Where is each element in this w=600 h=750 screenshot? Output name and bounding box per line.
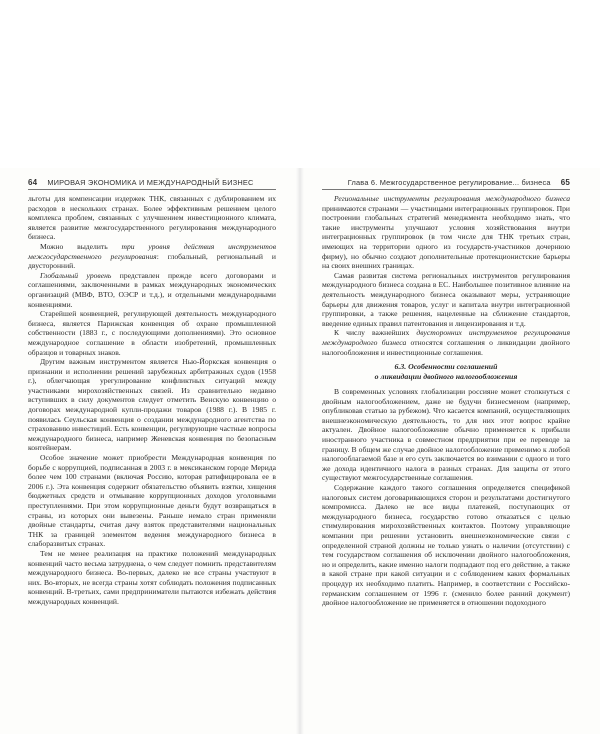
paragraph: Можно выделить три уровня действия инструментов межгосударственного регулирования: глобальный, региональный и двусторонний. <box>28 241 276 271</box>
emphasis: Глобальный уровень <box>40 270 112 280</box>
paragraph: Старейшей конвенцией, регулирующей деятельность международного бизнеса, является Парижская конвенция об охране промышленной собственности (1883 г., с последующими дополнениями). Это основное международное соглашение в области изобретений, промышленных образцов и товарных знаков. <box>28 309 276 357</box>
left-page-number: 64 <box>28 177 38 187</box>
left-header-rule <box>28 189 276 190</box>
right-header-rule <box>322 189 570 190</box>
paragraph: Содержание каждого такого соглашения определяется спецификой налоговых систем договаривающихся сторон и результатами достигнутого компромисса. Далеко не все виды платежей, поступающих от международного бизнеса, государство готово отказаться с целью стимулирования мирохозяйственных контактов. Поэтому управляющие компании при решении установить внешнеэкономические связи с определенной страной должны не только узнать о наличии (отсутствии) с тем государством соглашения об исключении двойного налогообложения, но и определить, какие именно налоги подпадают под его действие, а также в какой стране при какой ситуации и с соблюдением каких формальных процедур их необходимо платить. Например, в соответствии с Российско-германским соглашением от 1996 г. (сменило более ранний документ) двойное налогообложение не применяется в отношении подоходного <box>322 483 570 608</box>
paragraph: Региональные инструменты регулирования международного бизнеса принимаются странами — участницами интеграционных группировок. При построении глобальных стратегий менеджмента необходимо знать, что такие инструменты улучшают условия хозяйствования внутри интеграционных группировок (в том числе для ТНК третьих стран, имеющих на территории одного из государств-участников дочернюю фирму), но обычно создают дополнительные протекционистские барьеры на своих внешних границах. <box>322 194 570 271</box>
emphasis: Региональные инструменты регулирования международного бизнеса <box>334 194 570 203</box>
book-gutter <box>296 168 304 734</box>
paragraph: Другим важным инструментом является Нью-Йоркская конвенция о признании и исполнении решений зарубежных арбитражных судов (1958 г.), облегчающая урегулирование конфликтных ситуаций между участниками мирохозяйственных связей. Из сравнительно недавно вступивших в силу документов следует отметить Венскую конвенцию о договорах международной купли-продажи товаров (1988 г.). В 1985 г. появилась Сеульская конвенция о создании международного агентства по страхованию инвестиций. Есть конвенции, регулирующие частные вопросы международного бизнеса, например Женевская конвенция по безопасным контейнерам. <box>28 357 276 453</box>
right-page-number: 65 <box>560 177 570 187</box>
paragraph: Тем не менее реализация на практике положений международных конвенций часто весьма затруднена, о чем следует помнить представителям международного бизнеса. Во-первых, далеко не все страны участвуют в них. Во-вторых, не всегда страны хотят соблюдать положения подписанных конвенций. В-третьих, сами предприниматели пытаются избежать действия международных конвенций. <box>28 548 276 606</box>
blank-margin-top <box>0 0 600 168</box>
right-running-head <box>322 176 570 188</box>
left-running-head <box>28 176 276 188</box>
section-heading <box>322 362 570 382</box>
paragraph: Самая развитая система региональных инструментов регулирования международного бизнеса создана в ЕС. Наибольшее позитивное влияние на деятельность международного бизнеса оказывают меры, устраняющие барьеры для движения товаров, услуг и капитала внутри интеграционной группировки, а также решения, нацеленные на сближение стандартов, введение единых правил патентования и лицензирования и т.д. <box>322 270 570 328</box>
emphasis: три уровня действия инструментов межгосударственного регулирования <box>28 241 276 261</box>
right-body-text <box>322 194 570 608</box>
paragraph: Особое значение может приобрести Международная конвенция по борьбе с коррупцией, подписанная в 2003 г. в мексиканском городе Мерида более чем 100 странами (включая Россию, которая ратифицировала ее в 2006 г.). Эта конвенция содержит обязательство объявить взятки, хищения бюджетных средств и отмывание коррупционных доходов уголовными преступлениями. При этом коррупционные деньги будут возвращаться в страны, из которых они вывезены. Раньше немало стран применяли двойные стандарты, считая дачу взяток представителями национальных ТНК за границей элементом ведения международного бизнеса в слаборазвитых странах. <box>28 453 276 549</box>
paragraph: Глобальный уровень представлен прежде всего договорами и соглашениями, заключенными в рамках международных экономических организаций (МВФ, ВТО, ОЭСР и т.д.), и отдельными международными конвенциями. <box>28 270 276 309</box>
paragraph: льготы для компенсации издержек ТНК, связанных с дублированием их расходов в нескольких странах. Более эффективным решением целого комплекса проблем, связанных с улучшением инвестиционного климата, является развитие межгосударственного регулирования международного бизнеса. <box>28 194 276 242</box>
left-body-text <box>28 194 276 607</box>
section-heading-line: о ликвидации двойного налогообложения <box>374 372 518 382</box>
section-heading-line: 6.3. Особенности соглашений <box>394 362 498 372</box>
right-running-title: Глава 6. Межгосударственное регулирование... бизнеса <box>347 177 551 187</box>
left-running-title: МИРОВАЯ ЭКОНОМИКА И МЕЖДУНАРОДНЫЙ БИЗНЕС <box>47 177 254 187</box>
emphasis: двусторонних инструментов регулирования международного бизнеса <box>322 328 570 347</box>
paragraph: К числу важнейших двусторонних инструментов регулирования международного бизнеса относятся соглашения о ликвидации двойного налогообложения и инвестиционные соглашения. <box>322 328 570 357</box>
paragraph: В современных условиях глобализации россияне может столкнуться с двойным налогообложением, даже не будучи бизнесменом (например, опубликовав статью за рубежом). Что касается компаний, осуществляющих внешнеэкономическую деятельность, то для них этот вопрос крайне актуален. Двойное налогообложение обычно применяется к прибыли иностранного участника в совместном предприятии при ее переводе за границу. В общем же случае двойное налогообложение применимо к любой налогооблагаемой базе и его суть заключается во взимании с одного и того же дохода идентичного налога в разных странах. Для защиты от этого существуют межгосударственные соглашения. <box>322 387 570 483</box>
